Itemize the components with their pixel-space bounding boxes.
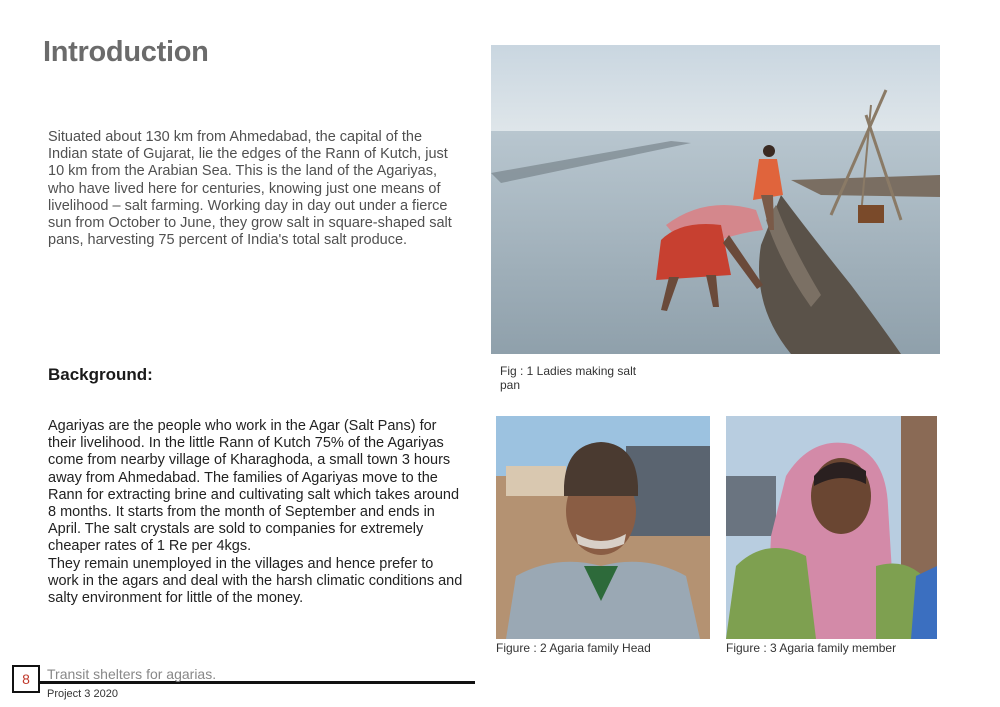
- family-member-photo: [726, 416, 937, 639]
- background-text-2: They remain unemployed in the villages and hence prefer to work in the agars and deal with the harsh climatic conditions and salty environment for little of the money.: [48, 555, 463, 607]
- page-number: 8: [22, 671, 30, 687]
- footer-subtitle: Project 3 2020: [47, 688, 118, 700]
- salt-pan-photo: [491, 45, 940, 354]
- figure-1-caption: Fig : 1 Ladies making salt pan: [500, 364, 637, 392]
- footer-title: Transit shelters for agarias.: [47, 666, 217, 682]
- background-heading: Background:: [48, 365, 153, 384]
- figure-3-caption: Figure : 3 Agaria family member: [726, 641, 897, 655]
- page-title: Introduction: [43, 36, 209, 68]
- background-text-1: Agariyas are the people who work in the Agar (Salt Pans) for their livelihood. In the little Rann of Kutch 75% of the Agariyas come from nearby village of Kharaghoda, a small town 3 hours away from Ahmedabad. The families of Agariyas move to the Rann for extracting brine and cultivating salt which takes around 8 months. It starts from the month of September and ends in April. The salt crystals are sold to companies for extremely cheaper rates of 1 Re per 4kgs.: [48, 418, 460, 555]
- page-number-box: [12, 665, 40, 693]
- family-head-photo: [496, 416, 710, 639]
- intro-paragraph: Situated about 130 km from Ahmedabad, the capital of the Indian state of Gujarat, lie the edges of the Rann of Kutch, just 10 km from the Arabian Sea. This is the land of the Agariyas, who have lived here for centuries, knowing just one means of livelihood – salt farming. Working day in day out under a fierce sun from October to June, they grow salt in square-shaped salt pans, harvesting 75 percent of India's total salt produce.: [48, 129, 452, 249]
- figure-2-caption: Figure : 2 Agaria family Head: [496, 641, 651, 655]
- background-paragraph: [48, 418, 463, 607]
